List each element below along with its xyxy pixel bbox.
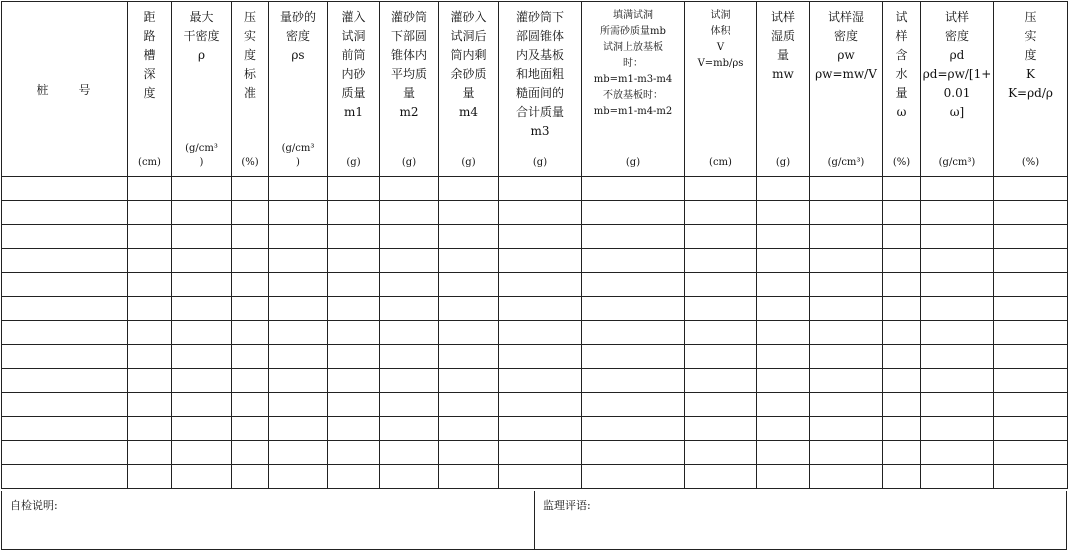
table-cell[interactable] bbox=[2, 417, 128, 441]
table-cell[interactable] bbox=[994, 273, 1068, 297]
table-cell[interactable] bbox=[994, 393, 1068, 417]
table-cell[interactable] bbox=[685, 297, 757, 321]
table-row bbox=[2, 201, 1068, 225]
header-unit: (g) bbox=[346, 157, 361, 168]
header-unit: (cm) bbox=[709, 157, 732, 168]
table-cell[interactable] bbox=[582, 249, 685, 273]
header-moisture-content bbox=[883, 2, 921, 177]
table-cell[interactable] bbox=[582, 273, 685, 297]
table-cell[interactable] bbox=[269, 177, 328, 201]
table-cell[interactable] bbox=[883, 393, 921, 417]
table-cell[interactable] bbox=[172, 369, 232, 393]
table-cell[interactable] bbox=[380, 321, 439, 345]
table-cell[interactable] bbox=[439, 465, 499, 489]
table-cell[interactable] bbox=[269, 321, 328, 345]
table-cell[interactable] bbox=[757, 369, 810, 393]
table-cell[interactable] bbox=[883, 273, 921, 297]
table-cell[interactable] bbox=[128, 321, 172, 345]
table-cell[interactable] bbox=[994, 417, 1068, 441]
table-cell[interactable] bbox=[380, 369, 439, 393]
table-cell[interactable] bbox=[439, 441, 499, 465]
table-cell[interactable] bbox=[2, 441, 128, 465]
table-cell[interactable] bbox=[232, 225, 269, 249]
table-cell[interactable] bbox=[128, 369, 172, 393]
header-label: 压 实 度 K K=ρd/ρ bbox=[1008, 10, 1053, 100]
table-cell[interactable] bbox=[499, 417, 582, 441]
table-cell[interactable] bbox=[2, 393, 128, 417]
header-compaction-standard bbox=[232, 2, 269, 177]
table-cell[interactable] bbox=[810, 177, 883, 201]
table-cell[interactable] bbox=[380, 465, 439, 489]
table-cell[interactable] bbox=[439, 297, 499, 321]
table-cell[interactable] bbox=[810, 345, 883, 369]
table-cell[interactable] bbox=[499, 465, 582, 489]
table-cell[interactable] bbox=[439, 345, 499, 369]
header-compaction-degree bbox=[994, 2, 1068, 177]
table-cell[interactable] bbox=[328, 249, 380, 273]
table-cell[interactable] bbox=[883, 369, 921, 393]
table-cell[interactable] bbox=[921, 465, 994, 489]
table-cell[interactable] bbox=[380, 201, 439, 225]
table-cell[interactable] bbox=[499, 225, 582, 249]
table-cell[interactable] bbox=[994, 177, 1068, 201]
header-unit: (g) bbox=[625, 157, 641, 168]
table-row bbox=[2, 273, 1068, 297]
table-cell[interactable] bbox=[172, 441, 232, 465]
header-unit: (g/cm³) bbox=[827, 157, 865, 168]
table-cell[interactable] bbox=[921, 225, 994, 249]
header-unit: (g) bbox=[532, 157, 548, 168]
table-cell[interactable] bbox=[921, 417, 994, 441]
table-cell[interactable] bbox=[128, 417, 172, 441]
table-cell[interactable] bbox=[232, 177, 269, 201]
table-cell[interactable] bbox=[757, 441, 810, 465]
table-cell[interactable] bbox=[499, 345, 582, 369]
table-cell[interactable] bbox=[582, 441, 685, 465]
table-cell[interactable] bbox=[380, 273, 439, 297]
table-cell[interactable] bbox=[582, 177, 685, 201]
header-unit: (g) bbox=[401, 157, 417, 168]
table-cell[interactable] bbox=[883, 345, 921, 369]
table-cell[interactable] bbox=[439, 417, 499, 441]
header-label: 试 样 含 水 量 ω bbox=[895, 10, 908, 119]
table-cell[interactable] bbox=[883, 249, 921, 273]
table-cell[interactable] bbox=[921, 177, 994, 201]
table-cell[interactable] bbox=[232, 297, 269, 321]
table-cell[interactable] bbox=[380, 345, 439, 369]
table-cell[interactable] bbox=[2, 321, 128, 345]
table-cell[interactable] bbox=[232, 249, 269, 273]
table-cell[interactable] bbox=[269, 465, 328, 489]
table-cell[interactable] bbox=[328, 441, 380, 465]
table-cell[interactable] bbox=[128, 345, 172, 369]
header-label: 灌入 试洞 前筒 内砂 质量 m1 bbox=[341, 10, 366, 119]
table-cell[interactable] bbox=[994, 225, 1068, 249]
table-cell[interactable] bbox=[883, 297, 921, 321]
table-cell[interactable] bbox=[883, 177, 921, 201]
header-remaining-sand-mass bbox=[439, 2, 499, 177]
table-cell[interactable] bbox=[172, 201, 232, 225]
table-cell[interactable] bbox=[883, 417, 921, 441]
table-cell[interactable] bbox=[685, 345, 757, 369]
table-cell[interactable] bbox=[757, 297, 810, 321]
table-cell[interactable] bbox=[128, 273, 172, 297]
table-cell[interactable] bbox=[128, 177, 172, 201]
header-unit: (g) bbox=[775, 157, 791, 168]
header-label: 试样 密度 ρd ρd=ρw/[1+0.01 ω] bbox=[922, 10, 992, 119]
table-cell[interactable] bbox=[380, 177, 439, 201]
header-wet-density bbox=[810, 2, 883, 177]
table-cell[interactable] bbox=[128, 465, 172, 489]
table-cell[interactable] bbox=[921, 441, 994, 465]
header-hole-volume bbox=[685, 2, 757, 177]
header-row bbox=[2, 2, 1068, 177]
table-cell[interactable] bbox=[269, 201, 328, 225]
header-cone-mass bbox=[380, 2, 439, 177]
table-cell[interactable] bbox=[883, 441, 921, 465]
table-cell[interactable] bbox=[380, 249, 439, 273]
header-label: 灌砂筒 下部圆 锥体内 平均质 量 m2 bbox=[390, 10, 427, 119]
table-cell[interactable] bbox=[757, 249, 810, 273]
table-cell[interactable] bbox=[810, 225, 883, 249]
table-cell[interactable] bbox=[439, 177, 499, 201]
table-cell[interactable] bbox=[582, 393, 685, 417]
table-cell[interactable] bbox=[921, 273, 994, 297]
table-cell[interactable] bbox=[810, 417, 883, 441]
header-label: 桩 号 bbox=[36, 82, 93, 97]
table-row bbox=[2, 465, 1068, 489]
table-row bbox=[2, 441, 1068, 465]
table-cell[interactable] bbox=[685, 393, 757, 417]
table-cell[interactable] bbox=[994, 249, 1068, 273]
table-cell[interactable] bbox=[499, 273, 582, 297]
table-cell[interactable] bbox=[994, 201, 1068, 225]
table-cell[interactable] bbox=[328, 345, 380, 369]
table-cell[interactable] bbox=[582, 201, 685, 225]
table-cell[interactable] bbox=[172, 465, 232, 489]
table-row bbox=[2, 177, 1068, 201]
table-cell[interactable] bbox=[757, 417, 810, 441]
table-cell[interactable] bbox=[499, 177, 582, 201]
table-cell[interactable] bbox=[269, 345, 328, 369]
table-cell[interactable] bbox=[921, 201, 994, 225]
table-cell[interactable] bbox=[172, 177, 232, 201]
table-cell[interactable] bbox=[810, 273, 883, 297]
table-cell[interactable] bbox=[328, 225, 380, 249]
table-cell[interactable] bbox=[994, 465, 1068, 489]
header-hole-fill-sand-mass bbox=[582, 2, 685, 177]
table-cell[interactable] bbox=[439, 321, 499, 345]
self-check-box[interactable] bbox=[2, 491, 535, 549]
header-label: 距 路 槽 深 度 bbox=[143, 10, 156, 100]
table-cell[interactable] bbox=[757, 345, 810, 369]
table-cell[interactable] bbox=[883, 321, 921, 345]
table-cell[interactable] bbox=[328, 417, 380, 441]
table-cell[interactable] bbox=[172, 249, 232, 273]
table-row bbox=[2, 417, 1068, 441]
table-cell[interactable] bbox=[269, 273, 328, 297]
table-cell[interactable] bbox=[172, 297, 232, 321]
table-cell[interactable] bbox=[269, 249, 328, 273]
header-label: 量砂的 密度 ρs bbox=[279, 10, 316, 62]
table-cell[interactable] bbox=[921, 249, 994, 273]
table-cell[interactable] bbox=[499, 201, 582, 225]
header-unit: (cm) bbox=[138, 157, 161, 168]
table-row bbox=[2, 321, 1068, 345]
header-unit: (%) bbox=[892, 157, 911, 168]
table-cell[interactable] bbox=[232, 369, 269, 393]
test-record-table bbox=[1, 1, 1068, 489]
table-row bbox=[2, 393, 1068, 417]
supervisor-comment-box[interactable] bbox=[535, 491, 1066, 549]
table-cell[interactable] bbox=[2, 177, 128, 201]
header-label: 最大 干密度 ρ bbox=[183, 10, 220, 62]
table-cell[interactable] bbox=[328, 369, 380, 393]
table-cell[interactable] bbox=[2, 369, 128, 393]
table-cell[interactable] bbox=[685, 225, 757, 249]
table-cell[interactable] bbox=[380, 297, 439, 321]
table-row bbox=[2, 225, 1068, 249]
table-cell[interactable] bbox=[499, 441, 582, 465]
header-label: 试样湿 密度 ρw ρw=mw/V bbox=[815, 10, 877, 81]
table-cell[interactable] bbox=[810, 369, 883, 393]
table-cell[interactable] bbox=[810, 321, 883, 345]
table-cell[interactable] bbox=[439, 201, 499, 225]
header-unit: (g/cm³) bbox=[938, 157, 976, 168]
self-check-label: 自检说明: bbox=[10, 499, 58, 512]
table-cell[interactable] bbox=[2, 249, 128, 273]
table-cell[interactable] bbox=[883, 225, 921, 249]
table-cell[interactable] bbox=[757, 273, 810, 297]
table-cell[interactable] bbox=[172, 417, 232, 441]
table-cell[interactable] bbox=[994, 297, 1068, 321]
header-unit: (%) bbox=[241, 157, 259, 168]
table-cell[interactable] bbox=[921, 297, 994, 321]
table-cell[interactable] bbox=[582, 345, 685, 369]
table-cell[interactable] bbox=[232, 417, 269, 441]
table-row bbox=[2, 345, 1068, 369]
table-cell[interactable] bbox=[810, 249, 883, 273]
table-cell[interactable] bbox=[757, 321, 810, 345]
table-cell[interactable] bbox=[994, 441, 1068, 465]
table-cell[interactable] bbox=[232, 273, 269, 297]
table-cell[interactable] bbox=[269, 441, 328, 465]
table-cell[interactable] bbox=[269, 297, 328, 321]
table-cell[interactable] bbox=[439, 393, 499, 417]
table-cell[interactable] bbox=[232, 201, 269, 225]
header-dry-density bbox=[921, 2, 994, 177]
table-cell[interactable] bbox=[582, 417, 685, 441]
table-cell[interactable] bbox=[685, 273, 757, 297]
header-unit: (g/cm³ ) bbox=[281, 143, 315, 168]
table-cell[interactable] bbox=[685, 177, 757, 201]
table-cell[interactable] bbox=[128, 441, 172, 465]
table-cell[interactable] bbox=[328, 297, 380, 321]
table-cell[interactable] bbox=[582, 321, 685, 345]
table-cell[interactable] bbox=[757, 201, 810, 225]
table-cell[interactable] bbox=[582, 465, 685, 489]
table-cell[interactable] bbox=[685, 417, 757, 441]
header-sand-density bbox=[269, 2, 328, 177]
table-cell[interactable] bbox=[582, 225, 685, 249]
header-unit: (g) bbox=[461, 157, 476, 168]
table-cell[interactable] bbox=[172, 225, 232, 249]
table-row bbox=[2, 297, 1068, 321]
table-cell[interactable] bbox=[810, 441, 883, 465]
table-cell[interactable] bbox=[232, 465, 269, 489]
table-cell[interactable] bbox=[582, 369, 685, 393]
table-cell[interactable] bbox=[269, 393, 328, 417]
table-cell[interactable] bbox=[269, 225, 328, 249]
table-cell[interactable] bbox=[328, 273, 380, 297]
header-combined-mass bbox=[499, 2, 582, 177]
header-pile-number bbox=[2, 2, 128, 177]
table-cell[interactable] bbox=[232, 345, 269, 369]
table-cell[interactable] bbox=[810, 201, 883, 225]
table-cell[interactable] bbox=[128, 201, 172, 225]
table-cell[interactable] bbox=[921, 393, 994, 417]
table-cell[interactable] bbox=[499, 369, 582, 393]
table-cell[interactable] bbox=[328, 465, 380, 489]
header-wet-mass bbox=[757, 2, 810, 177]
table-cell[interactable] bbox=[380, 225, 439, 249]
table-cell[interactable] bbox=[757, 225, 810, 249]
data-rows bbox=[2, 177, 1068, 489]
table-cell[interactable] bbox=[2, 345, 128, 369]
table-cell[interactable] bbox=[2, 201, 128, 225]
table-cell[interactable] bbox=[328, 201, 380, 225]
table-cell[interactable] bbox=[172, 393, 232, 417]
table-cell[interactable] bbox=[128, 297, 172, 321]
table-row bbox=[2, 249, 1068, 273]
table-cell[interactable] bbox=[439, 249, 499, 273]
table-cell[interactable] bbox=[499, 321, 582, 345]
table-cell[interactable] bbox=[883, 465, 921, 489]
table-cell[interactable] bbox=[328, 393, 380, 417]
table-cell[interactable] bbox=[685, 369, 757, 393]
header-unit: (%) bbox=[1021, 157, 1040, 168]
header-sand-mass-before bbox=[328, 2, 380, 177]
table-cell[interactable] bbox=[757, 393, 810, 417]
table-cell[interactable] bbox=[994, 321, 1068, 345]
header-label: 压 实 度 标 准 bbox=[243, 10, 256, 100]
table-cell[interactable] bbox=[2, 273, 128, 297]
table-cell[interactable] bbox=[269, 369, 328, 393]
table-cell[interactable] bbox=[810, 297, 883, 321]
table-cell[interactable] bbox=[921, 345, 994, 369]
table-cell[interactable] bbox=[685, 465, 757, 489]
table-cell[interactable] bbox=[685, 441, 757, 465]
header-depth-below-subgrade bbox=[128, 2, 172, 177]
table-cell[interactable] bbox=[810, 393, 883, 417]
table-cell[interactable] bbox=[232, 441, 269, 465]
table-cell[interactable] bbox=[380, 417, 439, 441]
header-label: 试样 湿质 量 mw bbox=[770, 10, 795, 81]
table-cell[interactable] bbox=[439, 369, 499, 393]
remarks-section bbox=[1, 491, 1067, 550]
table-cell[interactable] bbox=[757, 177, 810, 201]
table-cell[interactable] bbox=[994, 369, 1068, 393]
table-row bbox=[2, 369, 1068, 393]
table-cell[interactable] bbox=[685, 201, 757, 225]
table-cell[interactable] bbox=[810, 465, 883, 489]
table-cell[interactable] bbox=[172, 273, 232, 297]
table-cell[interactable] bbox=[685, 249, 757, 273]
header-label: 灌砂筒下 部圆锥体 内及基板 和地面粗 糙面间的 合计质量 m3 bbox=[515, 10, 564, 138]
table-cell[interactable] bbox=[232, 393, 269, 417]
table-cell[interactable] bbox=[232, 321, 269, 345]
table-cell[interactable] bbox=[2, 225, 128, 249]
table-cell[interactable] bbox=[582, 297, 685, 321]
table-cell[interactable] bbox=[172, 321, 232, 345]
table-cell[interactable] bbox=[2, 465, 128, 489]
table-cell[interactable] bbox=[499, 393, 582, 417]
table-cell[interactable] bbox=[883, 201, 921, 225]
table-cell[interactable] bbox=[499, 297, 582, 321]
table-cell[interactable] bbox=[128, 393, 172, 417]
header-label: 填满试洞 所需砂质量mb 试洞上放基板 时： mb=m1-m3-m4 不放基板时： mb=m1-m4-m2 bbox=[593, 10, 673, 117]
table-cell[interactable] bbox=[757, 465, 810, 489]
header-label: 试洞 体积 V V=mb/ρs bbox=[697, 10, 744, 69]
table-cell[interactable] bbox=[439, 273, 499, 297]
table-cell[interactable] bbox=[921, 321, 994, 345]
compaction-test-form bbox=[1, 1, 1067, 550]
table-cell[interactable] bbox=[439, 225, 499, 249]
table-cell[interactable] bbox=[172, 345, 232, 369]
header-max-dry-density bbox=[172, 2, 232, 177]
table-cell[interactable] bbox=[2, 297, 128, 321]
header-unit: (g/cm³ ) bbox=[185, 143, 218, 168]
header-label: 灌砂入 试洞后 筒内剩 余砂质 量 m4 bbox=[450, 10, 487, 119]
table-cell[interactable] bbox=[994, 345, 1068, 369]
table-cell[interactable] bbox=[328, 321, 380, 345]
table-cell[interactable] bbox=[921, 369, 994, 393]
table-cell[interactable] bbox=[128, 249, 172, 273]
table-cell[interactable] bbox=[328, 177, 380, 201]
table-cell[interactable] bbox=[380, 441, 439, 465]
supervisor-comment-label: 监理评语: bbox=[543, 499, 591, 512]
table-cell[interactable] bbox=[685, 321, 757, 345]
table-cell[interactable] bbox=[269, 417, 328, 441]
table-cell[interactable] bbox=[128, 225, 172, 249]
table-cell[interactable] bbox=[499, 249, 582, 273]
table-cell[interactable] bbox=[380, 393, 439, 417]
